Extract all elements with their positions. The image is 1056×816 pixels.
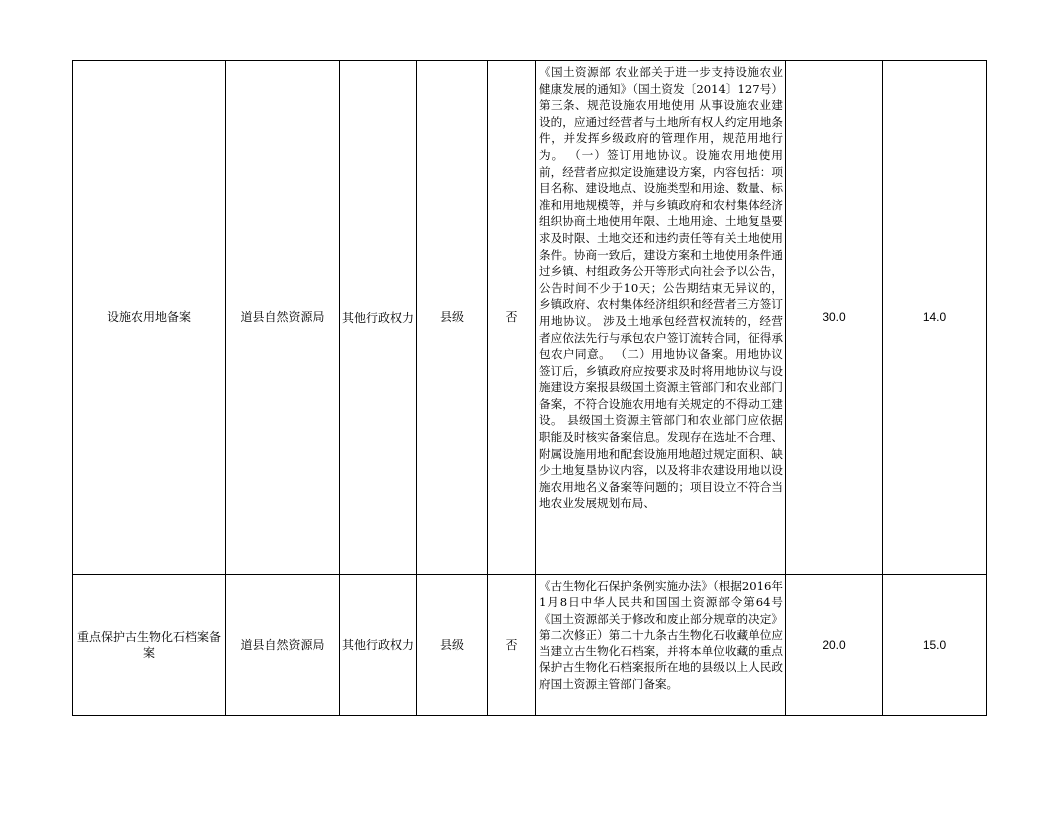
item-name-cell [73,61,226,575]
flag: 否 [505,637,518,652]
item-name-cell [73,575,226,716]
value-1: 30.0 [822,310,846,324]
record-table [72,60,987,716]
flag: 否 [505,310,518,324]
value-2-cell [883,575,987,716]
department-cell [226,575,340,716]
legal-basis-text: 《国土资源部 农业部关于进一步支持设施农业健康发展的通知》（国土资发〔2014〕127号）第三条、规范设施农用地使用 从事设施农业建设的，应通过经营者与土地所有权人约定用地条件，并发挥乡级政府的管理作用，规范用地行为。 （一）签订用地协议。设施农用地使用前，经营者应拟定设施建设方案，内容包括：项目名称、建设地点、设施类型和用途、数量、标准和用地规模等，并与乡镇政府和农村集体经济组织协商土地使用年限、土地用途、土地复垦要求及时限、土地交还和违约责任等有关土地使用条件。协商一致后，建设方案和土地使用条件通过乡镇、村组政务公开等形式向社会予以公告，公告时间不少于10天；公告期结束无异议的，乡镇政府、农村集体经济组织和经营者三方签订用地协议。 涉及土地承包经营权流转的，经营者应依法先行与承包农户签订流转合同，征得承包农户同意。 （二）用地协议备案。用地协议签订后，乡镇政府应按要求及时将用地协议与设施建设方案报县级国土资源主管部门和农业部门备案，不符合设施农用地有关规定的不得动工建设。 县级国土资源主管部门和农业部门应依据职能及时核实备案信息。发现存在选址不合理、附属设施用地和配套设施用地超过规定面积、缺少土地复垦协议内容，以及将非农建设用地以设施农用地名义备案等问题的；项目设立不符合当地农业发展规划布局、 [539,65,783,511]
value-2: 14.0 [922,310,947,324]
flag-cell [488,575,536,716]
legal-basis-cell [536,575,786,716]
legal-basis-cell [536,61,786,575]
value-1-cell [786,61,883,575]
item-name: 重点保护古生物化石档案备案 [76,630,221,660]
value-1: 20.0 [822,637,846,652]
power-type: 其他行政权力 [341,310,414,325]
level-cell [417,61,488,575]
level-cell [417,575,488,716]
power-type-cell [340,575,417,716]
power-type-cell [340,61,417,575]
power-type: 其他行政权力 [341,638,414,652]
level: 县级 [439,310,464,324]
table-row [73,61,987,575]
item-name: 设施农用地备案 [106,310,191,324]
value-2: 15.0 [922,637,947,652]
department-cell [226,61,340,575]
department: 道县自然资源局 [240,637,325,652]
legal-basis-text: 《古生物化石保护条例实施办法》（根据2016年1月8日中华人民共和国国土资源部令第64号《国土资源部关于修改和废止部分规章的决定》第二次修正）第二十九条古生物化石收藏单位应当建立古生物化石档案，并将本单位收藏的重点保护古生物化石档案报所在地的县级以上人民政府国土资源主管部门备案。 [539,579,783,691]
value-2-cell [883,61,987,575]
level: 县级 [439,637,464,652]
department: 道县自然资源局 [240,310,325,324]
value-1-cell [786,575,883,716]
table-row [73,575,987,716]
flag-cell [488,61,536,575]
